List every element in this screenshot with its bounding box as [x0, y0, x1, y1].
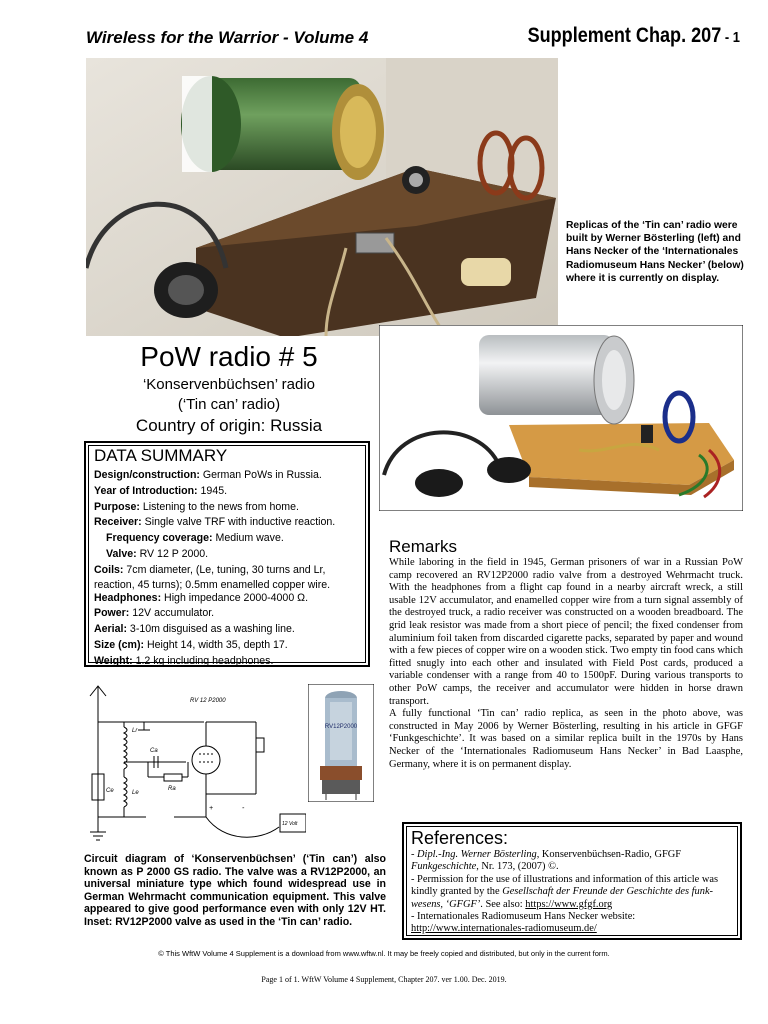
reference-3-link-row	[411, 923, 735, 935]
book-title: Wireless for the Warrior - Volume 4	[86, 28, 369, 47]
circuit-valve-label: RV 12 P2000	[190, 698, 226, 704]
remarks-heading: Remarks	[389, 537, 458, 556]
chapter-label: Supplement Chap. 207	[527, 24, 722, 47]
gfgf-link[interactable]: https://www.gfgf.org	[525, 898, 613, 910]
chapter-title	[528, 24, 740, 48]
valve-photo-label: RV12P2000	[324, 724, 358, 730]
circuit-label-le: Le	[132, 790, 139, 796]
data-row-power: Power: 12V accumulator.	[94, 607, 215, 620]
copyright-notice: © This WftW Volume 4 Supplement is a download from www.wftw.nl. It may be freely copied and distributed, but only in the current form.	[158, 949, 610, 958]
data-row-size: Size (cm): Height 14, width 35, depth 17.	[94, 638, 288, 651]
circuit-label-ra: Ra	[168, 786, 176, 792]
circuit-label-lr: Lr	[132, 728, 138, 734]
circuit-label-minus: -	[242, 805, 245, 812]
subtitle-tin-can: (‘Tin can’ radio)	[177, 396, 281, 413]
title-block	[80, 341, 378, 437]
data-row-coils-cont: reaction, 45 turns); 0.5mm enamelled copper wire.	[94, 578, 331, 591]
data-row-weight: Weight: 1.2 kg including headphones.	[94, 654, 274, 667]
valve-photo	[308, 684, 374, 802]
circuit-label-ca: Ca	[150, 748, 158, 754]
reference-2: - Permission for the use of illustrations and information of this article was kindly granted by the Gesellschaft der Freunde der Geschichte des funk-wesens, ‘GFGF’. See also: https://www.gfgf.org	[411, 873, 719, 910]
references-box	[402, 822, 742, 940]
radiomuseum-link[interactable]: http://www.internationales-radiomuseum.de/	[411, 923, 597, 935]
data-summary-heading: DATA SUMMARY	[94, 446, 228, 465]
remarks-paragraph-2: A fully functional ‘Tin can’ radio replica, as seen in the photo above, was constructed in May 2006 by Werner Bösterling, resulting in his article in GFGF ‘Funkgeschichte’. It was based on a similar replica built in the 1970s by Hans Necker of the ‘Internationales Radiomuseum Hans Necker’ in Bad Laasphe, Germany, where it is on permanent display.	[389, 708, 743, 770]
references-heading: References:	[411, 828, 509, 848]
data-row-purpose: Purpose: Listening to the news from home.	[94, 500, 299, 513]
page-title: PoW radio # 5	[140, 341, 318, 372]
data-row-design: Design/construction: German PoWs in Russia.	[94, 469, 322, 481]
data-row-aerial: Aerial: 3-10m disguised as a washing line.	[94, 623, 295, 636]
caption-circuit: Circuit diagram of ‘Konservenbüchsen’ (‘Tin can’) also known as P 2000 GS radio. The valve was a RV12P2000, an universal miniature type which found widespread use in German Wehrmacht communication equipment. This valve appeared to give good performance even with only 12V HT. Inset: RV12P2000 valve as used in the ‘Tin can’ radio.	[84, 853, 386, 928]
data-row-valve: Valve: RV 12 P 2000.	[106, 547, 209, 560]
page-footer: Page 1 of 1. WftW Volume 4 Supplement, Chapter 207. ver 1.00. Dec. 2019.	[261, 975, 507, 984]
country-of-origin: Country of origin: Russia	[135, 416, 323, 435]
circuit-diagram	[84, 682, 306, 852]
replica-photo-necker	[379, 325, 743, 511]
remarks-paragraph-1: While laboring in the field in 1945, German prisoners of war in a Russian PoW camp recovered an RV12P2000 radio valve from a destroyed Wehrmacht truck. With the headphones from a flight cap found in a nearby aircraft wreck, a still usable 12V accumulator, and enamelled copper wire from a turn signal assembly of the destroyed truck, a radio receiver was constructed on a wooden breadboard. The grid leak resistor was made from a short piece of pencil; the fixed condenser from aluminium foil taken from discarded cigarette packs, separated by paper and wound with a few pieces of copper wire on a wooden stick. Two empty tin food cans which fitted snugly into each other and insulated with Field Post cards, produced a variable condenser with a range from 40 to 1500pF. During various transports to other PoW camps, the receiver and accumulator were hidden in horse drawn transport.	[389, 557, 743, 707]
data-row-receiver: Receiver: Single valve TRF with inductive reaction.	[94, 516, 336, 529]
page-number: - 1	[721, 29, 740, 46]
remarks-section	[389, 537, 743, 771]
data-row-year: Year of Introduction: 1945.	[94, 484, 228, 497]
replica-photo-bosterling	[86, 58, 558, 336]
reference-3: - Internationales Radiomuseum Hans Necker website:	[411, 911, 636, 923]
circuit-label-plus: +	[209, 805, 214, 812]
reference-1: - Dipl.-Ing. Werner Bösterling, Konservenbüchsen-Radio, GFGF Funkgeschichte, Nr. 173, (2007) ©.	[411, 849, 682, 873]
data-row-headphones: Headphones: High impedance 2000-4000 Ω.	[94, 591, 309, 604]
subtitle-konservenbuchsen: ‘Konservenbüchsen’ radio	[142, 376, 316, 393]
data-summary-box	[84, 441, 370, 667]
circuit-battery-label: 12 Volt	[282, 821, 298, 827]
caption-replicas: Replicas of the ‘Tin can’ radio were built by Werner Bösterling (left) and Hans Necker of the ‘Internationales Radiomuseum Hans Necker’ (below) where it is currently on display.	[566, 220, 744, 284]
circuit-label-ce: Ce	[106, 788, 114, 794]
data-row-frequency: Frequency coverage: Medium wave.	[106, 532, 284, 545]
data-row-coils: Coils: 7cm diameter, (Le, tuning, 30 turns and Lr,	[94, 563, 326, 576]
